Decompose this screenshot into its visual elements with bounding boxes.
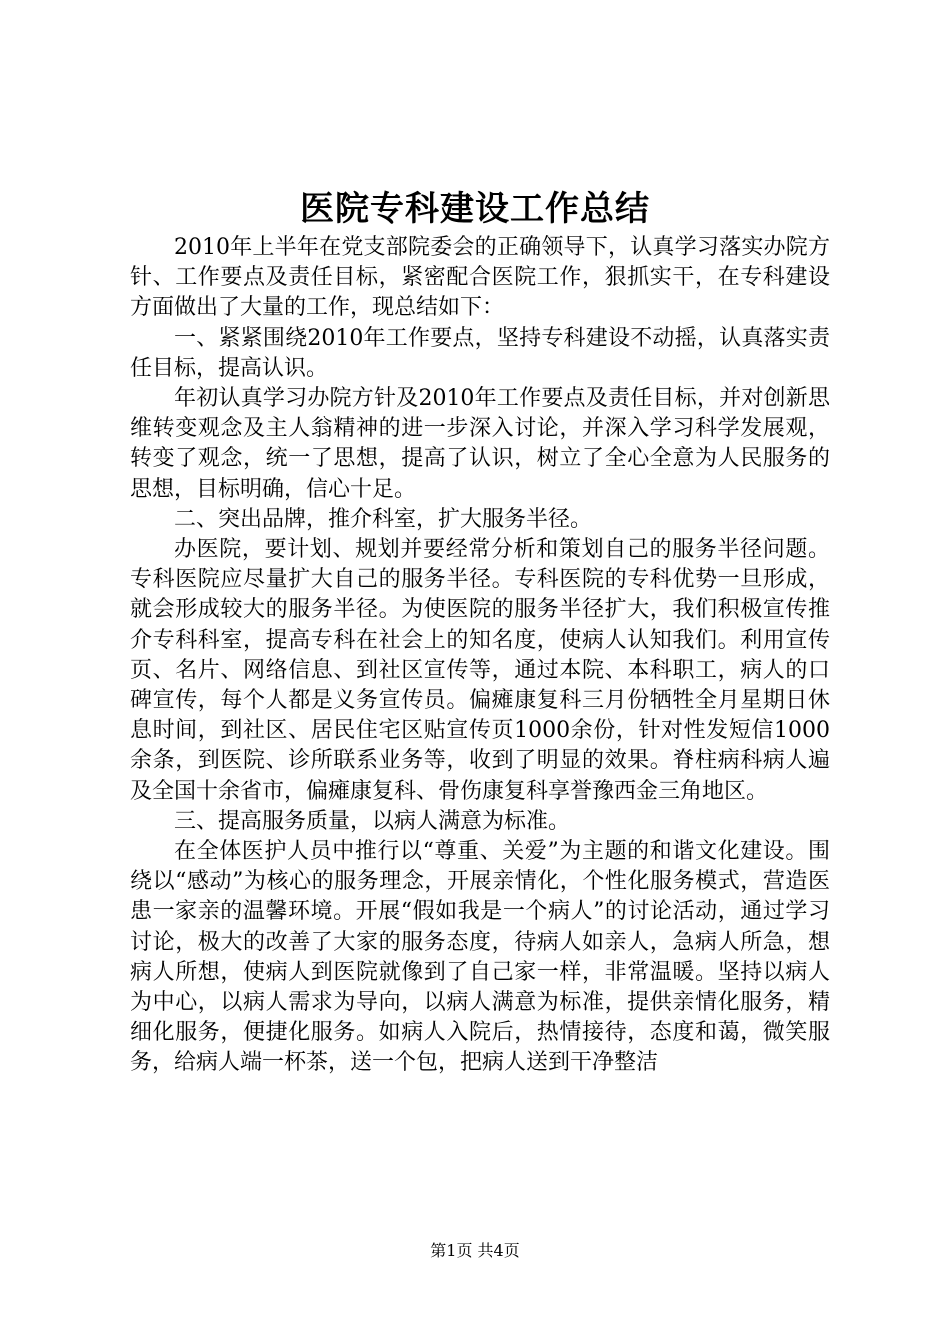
paragraph-section-1: 年初认真学习办院方针及2010年工作要点及责任目标，并对创新思维转变观念及主人翁精神的进一步深入讨论，并深入学习科学发展观，转变了观念，统一了思想，提高了认识，树立了全心全意为人民服务的思想，目标明确，信心十足。 [130,386,830,502]
section-heading-2: 二、突出品牌，推介科室，扩大服务半径。 [174,506,593,532]
section-heading-1: 一、紧紧围绕2010年工作要点，坚持专科建设不动摇，认真落实责任目标，提高认识。 [130,325,830,381]
paragraph-intro: 2010年上半年在党支部院委会的正确领导下，认真学习落实办院方针、工作要点及责任目标，紧密配合医院工作，狠抓实干，在专科建设方面做出了大量的工作，现总结如下： [130,235,830,321]
page-number-footer: 第1页 共4页 [430,1241,520,1260]
paragraph-section-2: 办医院，要计划、规划并要经常分析和策划自己的服务半径问题。专科医院应尽量扩大自己的服务半径。专科医院的专科优势一旦形成，就会形成较大的服务半径。为使医院的服务半径扩大，我们积极宣传推介专科科室，提高专科在社会上的知名度，使病人认知我们。利用宣传页、名片、网络信息、到社区宣传等，通过本院、本科职工，病人的口碑宣传，每个人都是义务宣传员。偏瘫康复科三月份牺牲全月星期日休息时间，到社区、居民住宅区贴宣传页1000余份，针对性发短信1000余条，到医院、诊所联系业务等，收到了明显的效果。脊柱病科病人遍及全国十余省市，偏瘫康复科、骨伤康复科享誉豫西金三角地区。 [130,537,830,804]
document-body [130,233,830,1079]
document-title: 医院专科建设工作总结 [300,189,650,229]
section-heading-3: 三、提高服务质量，以病人满意为标准。 [174,808,571,834]
paragraph-section-3: 在全体医护人员中推行以“尊重、关爱”为主题的和谐文化建设。围绕以“感动”为核心的服务理念，开展亲情化，个性化服务模式，营造医患一家亲的温馨环境。开展“假如我是一个病人”的讨论活动，通过学习讨论，极大的改善了大家的服务态度，待病人如亲人，急病人所急，想病人所想，使病人到医院就像到了自己家一样，非常温暖。坚持以病人为中心，以病人需求为导向，以病人满意为标准，提供亲情化服务，精细化服务，便捷化服务。如病人入院后，热情接待，态度和蔼，微笑服务，给病人端一杯茶，送一个包，把病人送到干净整洁 [130,839,830,1076]
